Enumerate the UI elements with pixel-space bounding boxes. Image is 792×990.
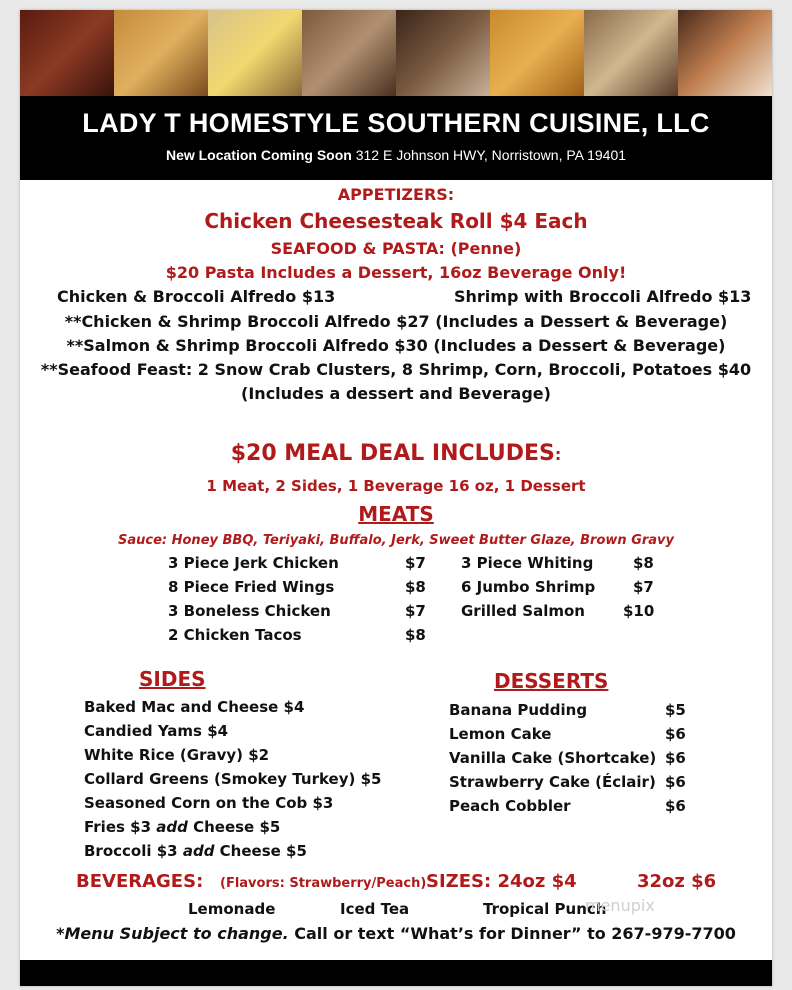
beverage-size-24: SIZES: 24oz $4 [426, 871, 577, 892]
meat-price: $10 [623, 602, 655, 620]
desserts-heading: DESSERTS [494, 669, 609, 693]
side-item: Seasoned Corn on the Cob $3 [84, 794, 334, 812]
dessert-item: Strawberry Cake (Éclair) [449, 773, 656, 791]
dessert-price: $6 [665, 725, 686, 743]
location-coming-soon: New Location Coming Soon [165, 147, 352, 163]
photo-wings [20, 10, 114, 96]
beverages-heading: BEVERAGES: [76, 871, 204, 892]
photo-drink [208, 10, 302, 96]
address: 312 E Johnson HWY, Norristown, PA 19401 [355, 147, 627, 163]
header-banner [20, 96, 772, 180]
pasta-item-chicken-broccoli: Chicken & Broccoli Alfredo $13 [57, 287, 336, 306]
meat-item: 3 Boneless Chicken [168, 602, 331, 620]
dessert-item: Banana Pudding [449, 701, 588, 719]
meat-price: $8 [405, 626, 426, 644]
photo-cake [678, 10, 772, 96]
meal-deal-details: 1 Meat, 2 Sides, 1 Beverage 16 oz, 1 Dessert [206, 477, 586, 495]
meat-item: Grilled Salmon [461, 602, 585, 620]
meat-price: $7 [633, 578, 654, 596]
fries-cheese: Cheese $5 [187, 818, 281, 836]
business-name: LADY T HOMESTYLE SOUTHERN CUISINE, LLC [82, 108, 710, 138]
location-line [20, 147, 772, 163]
footer-italic: *Menu Subject to change. [56, 924, 289, 943]
fries-price: Fries $3 [84, 818, 157, 836]
food-photo-strip [20, 10, 772, 96]
side-item: Baked Mac and Cheese $4 [84, 698, 305, 716]
meal-deal-colon: : [554, 445, 562, 464]
meat-item: 8 Piece Fried Wings [168, 578, 335, 596]
meat-item: 6 Jumbo Shrimp [461, 578, 596, 596]
side-item-fries [84, 818, 280, 840]
photo-cupcakes [396, 10, 490, 96]
pasta-item-chicken-shrimp: **Chicken & Shrimp Broccoli Alfredo $27 (Includes a Dessert & Beverage) [64, 312, 728, 331]
photo-tray [302, 10, 396, 96]
photo-plate [584, 10, 678, 96]
photo-fried-chicken [490, 10, 584, 96]
meal-deal-heading [20, 441, 772, 466]
broccoli-price: Broccoli $3 [84, 842, 183, 860]
footer-contact: Call or text “What’s for Dinner” to 267-979-7700 [288, 924, 736, 943]
dessert-item: Lemon Cake [449, 725, 552, 743]
side-item: Collard Greens (Smokey Turkey) $5 [84, 770, 382, 788]
dessert-item: Vanilla Cake (Shortcake) [449, 749, 657, 767]
side-item-broccoli [84, 842, 307, 864]
meat-item: 3 Piece Whiting [461, 554, 594, 572]
meat-item: 2 Chicken Tacos [168, 626, 302, 644]
meal-deal-title: $20 MEAL DEAL INCLUDES [230, 441, 555, 466]
beverage-item: Lemonade [188, 900, 276, 918]
pasta-item-salmon-shrimp: **Salmon & Shrimp Broccoli Alfredo $30 (Includes a Dessert & Beverage) [66, 336, 726, 355]
meats-heading: MEATS [358, 502, 434, 526]
meat-price: $7 [405, 602, 426, 620]
menu-page [20, 10, 772, 986]
dessert-price: $5 [665, 701, 686, 719]
sauce-list: Sauce: Honey BBQ, Teriyaki, Buffalo, Jerk, Sweet Butter Glaze, Brown Gravy [117, 533, 674, 548]
beverage-size-32: 32oz $6 [637, 871, 717, 892]
seafood-feast-includes: (Includes a dessert and Beverage) [241, 384, 551, 403]
dessert-price: $6 [665, 749, 686, 767]
sides-heading: SIDES [139, 667, 206, 691]
footer-note [20, 924, 772, 943]
fries-add: add [156, 818, 188, 836]
side-item: White Rice (Gravy) $2 [84, 746, 270, 764]
footer-bar [20, 960, 772, 986]
seafood-pasta-heading: SEAFOOD & PASTA: (Penne) [270, 239, 522, 258]
watermark: menupix [585, 896, 655, 915]
beverage-item: Iced Tea [340, 900, 410, 918]
side-item: Candied Yams $4 [84, 722, 229, 740]
beverage-item: Tropical Punch [483, 900, 607, 918]
dessert-price: $6 [665, 797, 686, 815]
meat-price: $8 [633, 554, 654, 572]
broccoli-cheese: Cheese $5 [214, 842, 307, 860]
meat-price: $7 [405, 554, 426, 572]
seafood-feast: **Seafood Feast: 2 Snow Crab Clusters, 8 Shrimp, Corn, Broccoli, Potatoes $40 [40, 360, 752, 379]
meat-price: $8 [405, 578, 426, 596]
appetizer-item: Chicken Cheesesteak Roll $4 Each [204, 209, 588, 233]
pasta-note: $20 Pasta Includes a Dessert, 16oz Beverage Only! [165, 263, 627, 282]
meat-item: 3 Piece Jerk Chicken [168, 554, 339, 572]
dessert-price: $6 [665, 773, 686, 791]
photo-fish [114, 10, 208, 96]
broccoli-add: add [182, 842, 215, 860]
pasta-item-shrimp-broccoli: Shrimp with Broccoli Alfredo $13 [454, 287, 752, 306]
beverage-flavors: (Flavors: Strawberry/Peach) [220, 876, 427, 891]
dessert-item: Peach Cobbler [449, 797, 571, 815]
appetizers-heading: APPETIZERS: [337, 185, 455, 204]
